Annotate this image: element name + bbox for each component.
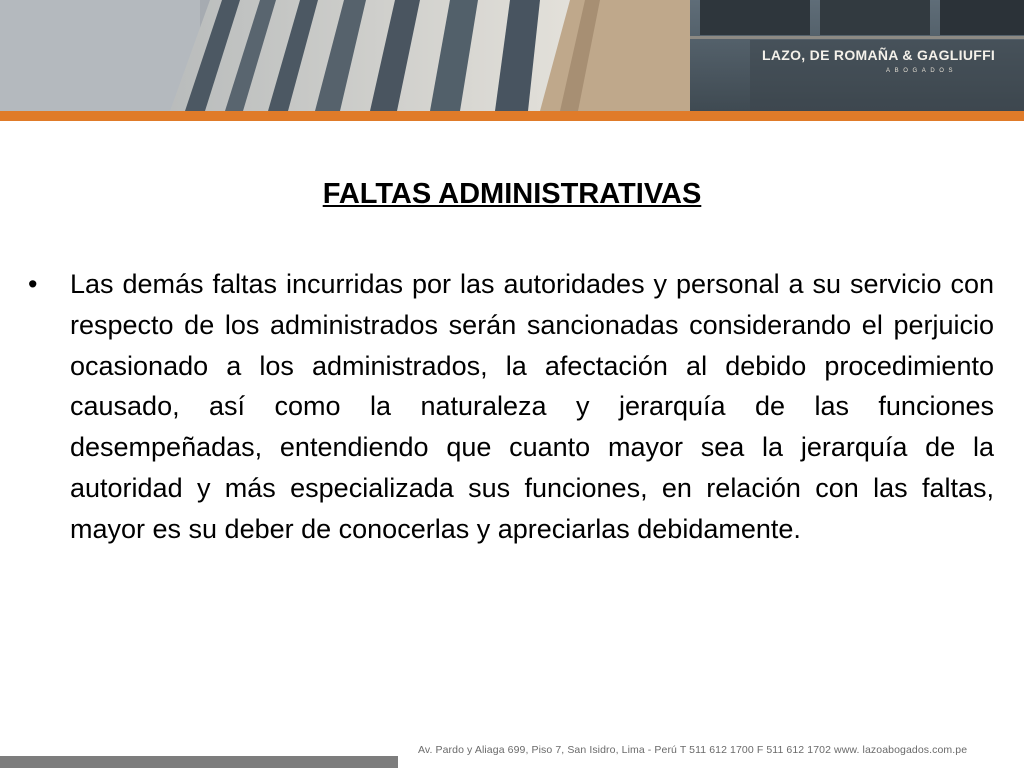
bullet-item xyxy=(28,264,994,550)
bullet-marker: • xyxy=(28,269,38,299)
slide-title: FALTAS ADMINISTRATIVAS xyxy=(322,178,702,210)
firm-subtitle: ABOGADOS xyxy=(886,68,958,74)
footer-bar xyxy=(0,756,398,768)
accent-divider xyxy=(0,111,1024,121)
bullet-list xyxy=(28,264,994,550)
header-banner xyxy=(0,0,1024,111)
firm-logo xyxy=(762,47,1014,83)
footer-contact: Av. Pardo y Aliaga 699, Piso 7, San Isidro, Lima - Perú T 511 612 1700 F 511 612 1702 www. lazoabogados.com.pe xyxy=(418,744,968,756)
bullet-text: Las demás faltas incurridas por las autoridades y personal a su servicio con respecto de los administrados serán sancionadas considerando el perjuicio ocasionado a los administrados, la afectación al debido procedimiento causado, así como la naturaleza y jerarquía de las funciones desempeñadas, entendiendo que cuanto mayor sea la jerarquía de la autoridad y más especializada sus funciones, en relación con las faltas, mayor es su deber de conocerlas y apreciarlas debidamente. xyxy=(70,269,994,544)
firm-name: LAZO, DE ROMAÑA & GAGLIUFFI xyxy=(762,47,996,63)
